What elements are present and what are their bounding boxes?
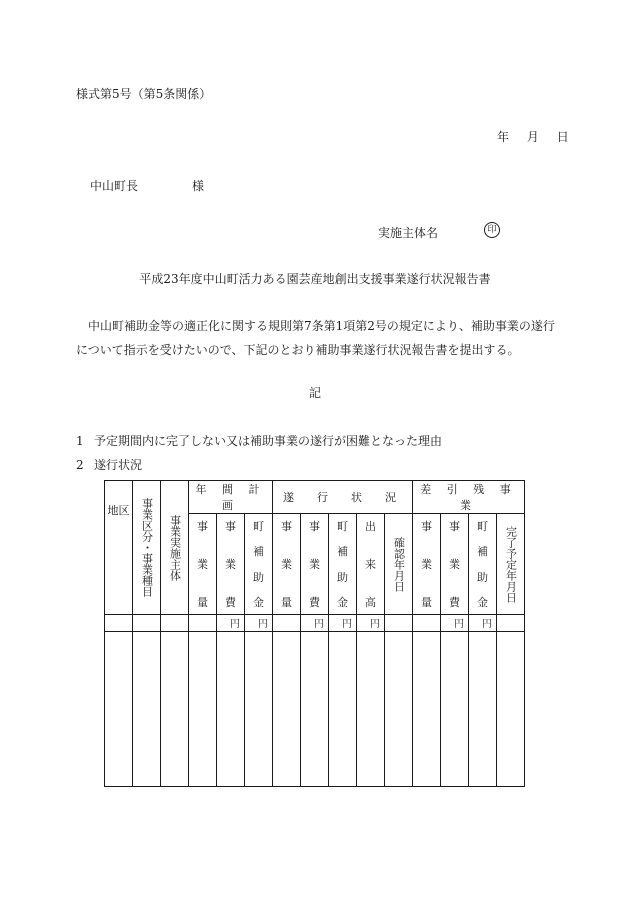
remaining-quantity: 事 業 量 <box>413 514 441 615</box>
addressee-honorific: 様 <box>192 179 205 193</box>
header-area: 地区 <box>105 481 133 615</box>
progress-output: 出 来 高 <box>357 514 385 615</box>
header-remaining: 差 引 残 事 業 <box>413 481 525 514</box>
unit-remaining-cost: 円 <box>441 615 469 632</box>
entry-remaining-complete-date[interactable] <box>497 632 525 787</box>
item-2-number: 2 <box>76 458 84 472</box>
date-year: 年 <box>497 130 510 144</box>
document-title: 平成23年度中山町活力ある園芸産地創出支援事業遂行状況報告書 <box>139 272 491 286</box>
progress-confirm-date: 確認年月日 <box>385 514 413 615</box>
entry-row <box>105 632 525 787</box>
entry-remaining-subsidy[interactable] <box>469 632 497 787</box>
plan-subsidy: 町 補 助 金 <box>245 514 273 615</box>
entry-remaining-quantity[interactable] <box>413 632 441 787</box>
cell-progress-confirm-date[interactable] <box>385 615 413 632</box>
entry-entity[interactable] <box>161 632 189 787</box>
seal-mark: 印 <box>484 222 500 238</box>
header-entity: 事業実施主体 <box>161 481 189 615</box>
item-2 <box>76 456 142 473</box>
unit-progress-subsidy: 円 <box>329 615 357 632</box>
ki-heading: 記 <box>308 386 321 400</box>
entry-plan-cost[interactable] <box>217 632 245 787</box>
entry-progress-cost[interactable] <box>301 632 329 787</box>
plan-quantity: 事 業 量 <box>189 514 217 615</box>
remaining-subsidy: 町 補 助 金 <box>469 514 497 615</box>
unit-plan-cost: 円 <box>217 615 245 632</box>
header-annual-plan: 年 間 計 画 <box>189 481 273 514</box>
entry-plan-quantity[interactable] <box>189 632 217 787</box>
addressee <box>90 177 204 194</box>
date-line <box>497 128 569 145</box>
unit-remaining-subsidy: 円 <box>469 615 497 632</box>
remaining-complete-date: 完了予定年月日 <box>497 514 525 615</box>
cell-entity[interactable] <box>161 615 189 632</box>
cell-progress-quantity[interactable] <box>273 615 301 632</box>
addressee-name: 中山町長 <box>90 179 139 193</box>
cell-area[interactable] <box>105 615 133 632</box>
entry-remaining-cost[interactable] <box>441 632 469 787</box>
cell-remaining-complete-date[interactable] <box>497 615 525 632</box>
cell-remaining-quantity[interactable] <box>413 615 441 632</box>
remaining-cost: 事 業 費 <box>441 514 469 615</box>
item-1 <box>76 432 442 449</box>
item-1-number: 1 <box>76 434 84 448</box>
entry-progress-confirm-date[interactable] <box>385 632 413 787</box>
unit-progress-output: 円 <box>357 615 385 632</box>
unit-row <box>105 615 525 632</box>
entry-progress-quantity[interactable] <box>273 632 301 787</box>
header-progress: 遂 行 状 況 <box>273 481 413 514</box>
entry-area[interactable] <box>105 632 133 787</box>
entry-progress-output[interactable] <box>357 632 385 787</box>
progress-subsidy: 町 補 助 金 <box>329 514 357 615</box>
date-day: 日 <box>556 130 569 144</box>
progress-table <box>104 480 525 787</box>
body-paragraph: 中山町補助金等の適正化に関する規則第7条第1項第2号の規定により、補助事業の遂行について指示を受けたいので、下記のとおり補助事業遂行状況報告書を提出する。 <box>76 319 555 357</box>
cell-category[interactable] <box>133 615 161 632</box>
item-1-text: 予定期間内に完了しない又は補助事業の遂行が困難となった理由 <box>94 434 443 448</box>
entry-progress-subsidy[interactable] <box>329 632 357 787</box>
implementer-label: 実施主体名 <box>378 226 439 240</box>
progress-cost: 事 業 費 <box>301 514 329 615</box>
unit-progress-cost: 円 <box>301 615 329 632</box>
cell-plan-quantity[interactable] <box>189 615 217 632</box>
plan-cost: 事 業 費 <box>217 514 245 615</box>
date-month: 月 <box>526 130 539 144</box>
entry-plan-subsidy[interactable] <box>245 632 273 787</box>
entry-category[interactable] <box>133 632 161 787</box>
unit-plan-subsidy: 円 <box>245 615 273 632</box>
item-2-text: 遂行状況 <box>94 458 143 472</box>
form-number: 様式第5号（第5条関係） <box>76 87 212 101</box>
progress-quantity: 事 業 量 <box>273 514 301 615</box>
header-category: 事業区分・事業種目 <box>133 481 161 615</box>
